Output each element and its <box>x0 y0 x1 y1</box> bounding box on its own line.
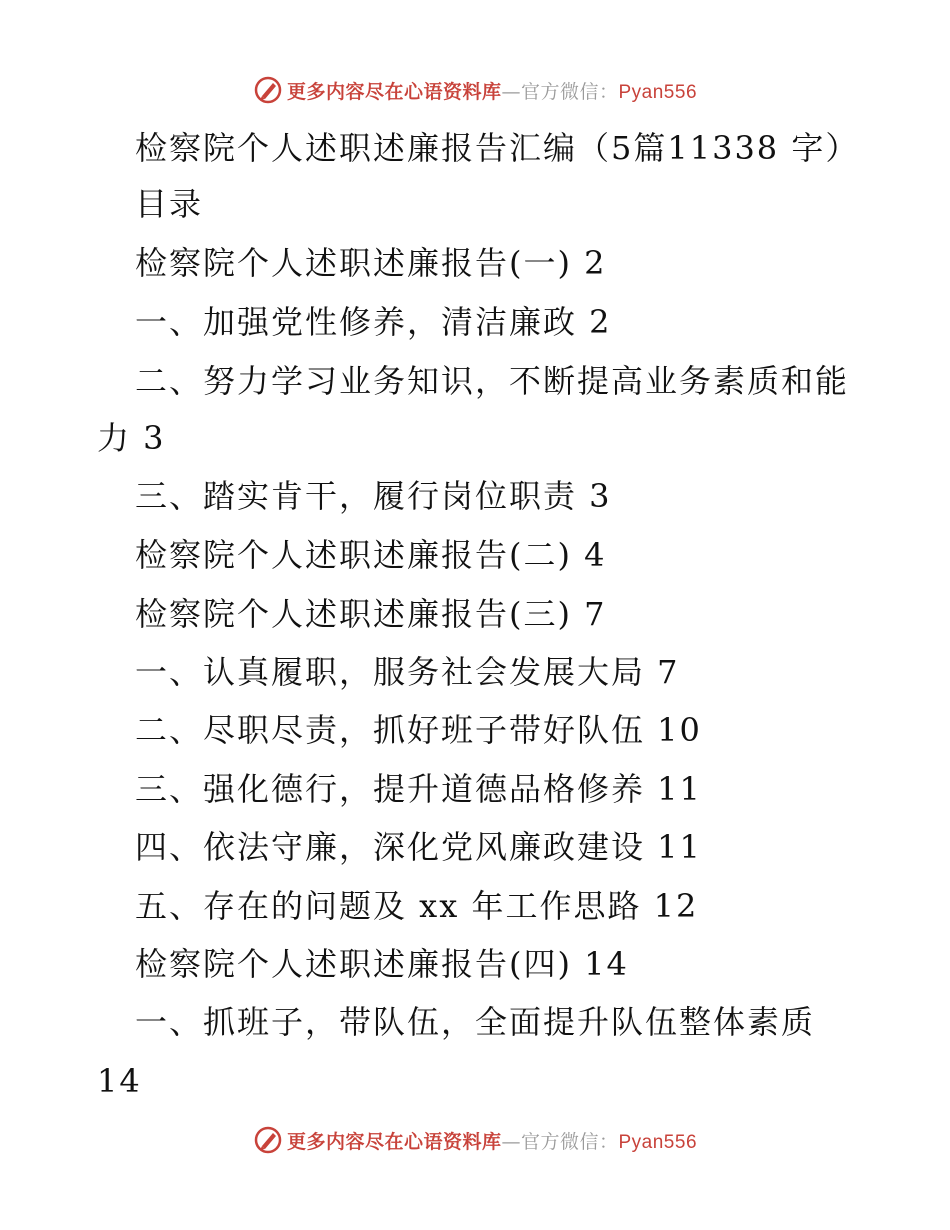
footer-banner <box>0 1120 950 1160</box>
document-title: 检察院个人述职述廉报告汇编（5篇11338 字） <box>135 129 860 167</box>
toc-entry-continuation: 力 3 <box>97 419 166 457</box>
toc-entry: 二、尽职尽责，抓好班子带好队伍 10 <box>135 711 702 749</box>
banner-text <box>287 77 697 104</box>
toc-entry: 五、存在的问题及 xx 年工作思路 12 <box>135 887 699 925</box>
toc-entry: 检察院个人述职述廉报告(三) 7 <box>135 595 607 633</box>
banner-text <box>287 1127 697 1154</box>
banner-site-name: 更多内容尽在心语资料库 <box>286 80 502 103</box>
banner-wechat-label: 官方微信： <box>520 1130 619 1153</box>
toc-entry: 检察院个人述职述廉报告(二) 4 <box>135 536 607 574</box>
banner-wechat-id: Pyan556 <box>618 81 698 103</box>
toc-entry: 三、踏实肯干，履行岗位职责 3 <box>135 477 612 515</box>
banner-dash: — <box>501 80 521 103</box>
banner-wechat-id: Pyan556 <box>618 1131 698 1153</box>
toc-entry: 一、抓班子，带队伍，全面提升队伍整体素质 <box>135 1003 816 1041</box>
toc-heading: 目录 <box>135 185 204 223</box>
header-banner <box>0 70 950 110</box>
toc-entry: 四、依法守廉，深化党风廉政建设 11 <box>135 828 702 866</box>
pen-logo-icon <box>253 1125 283 1155</box>
toc-entry: 一、加强党性修养，清洁廉政 2 <box>135 303 612 341</box>
banner-dash: — <box>501 1130 521 1153</box>
banner-wechat-label: 官方微信： <box>520 80 619 103</box>
toc-entry: 三、强化德行，提升道德品格修养 11 <box>135 770 702 808</box>
toc-entry: 二、努力学习业务知识，不断提高业务素质和能 <box>135 362 850 400</box>
toc-entry: 一、认真履职，服务社会发展大局 7 <box>135 653 680 691</box>
toc-entry: 检察院个人述职述廉报告(四) 14 <box>135 945 629 983</box>
banner-site-name: 更多内容尽在心语资料库 <box>286 1130 502 1153</box>
toc-entry-continuation: 14 <box>97 1062 142 1100</box>
pen-logo-icon <box>253 75 283 105</box>
toc-entry: 检察院个人述职述廉报告(一) 2 <box>135 244 607 282</box>
